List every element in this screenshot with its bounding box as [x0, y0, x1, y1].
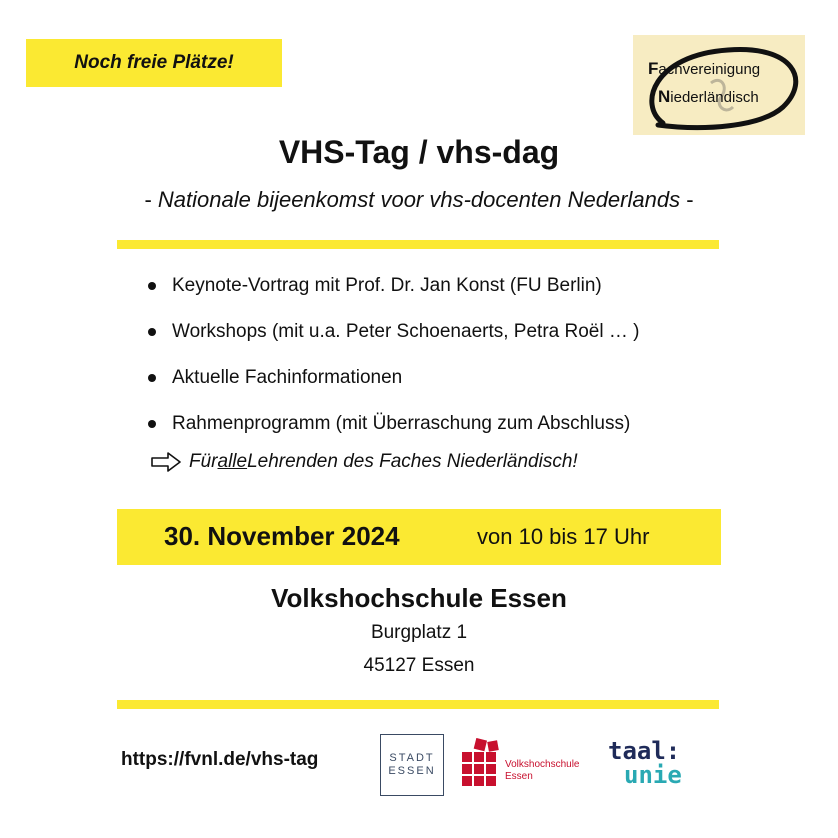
list-item: Aktuelle Fachinformationen — [148, 355, 639, 401]
page-subtitle: - Nationale bijeenkomst voor vhs-docenten Nederlands - — [144, 187, 694, 212]
date-banner — [117, 509, 721, 565]
fachvereinigung-logo — [633, 35, 805, 135]
stadt-essen-logo: STADT ESSEN — [380, 734, 444, 796]
venue-city: 45127 Essen — [363, 655, 475, 676]
audience-callout: Für alle Lehrenden des Faches Niederländisch! — [151, 451, 578, 473]
vhs-essen-logo: Volkshochschule Essen — [461, 738, 581, 790]
logo-line-1: Fachvereinigung — [648, 59, 761, 78]
free-places-badge — [26, 39, 282, 87]
bullet-icon — [148, 328, 156, 336]
event-time: von 10 bis 17 Uhr — [477, 524, 650, 549]
bullet-icon — [148, 374, 156, 382]
taalunie-logo: taal: unie — [608, 737, 682, 789]
yellow-divider-bottom — [117, 700, 719, 709]
bullet-icon — [148, 420, 156, 428]
event-date: 30. November 2024 — [164, 521, 400, 551]
list-item: Workshops (mit u.a. Peter Schoenaerts, Petra Roël … ) — [148, 309, 639, 355]
logo-swoosh-icon — [633, 35, 805, 135]
bullet-icon — [148, 282, 156, 290]
venue-street: Burgplatz 1 — [370, 622, 468, 643]
arrow-right-icon — [151, 452, 181, 472]
program-list — [148, 263, 639, 447]
list-item: Rahmenprogramm (mit Überraschung zum Abschluss) — [148, 401, 639, 447]
yellow-divider-top — [117, 240, 719, 249]
venue-name: Volkshochschule Essen — [271, 583, 567, 613]
free-places-text: Noch freie Plätze! — [74, 52, 234, 73]
list-item: Keynote-Vortrag mit Prof. Dr. Jan Konst (FU Berlin) — [148, 263, 639, 309]
vhs-blocks-icon — [461, 738, 503, 790]
logo-line-2: Niederländisch — [658, 87, 759, 106]
page-title: VHS-Tag / vhs-dag — [278, 134, 560, 170]
event-url-link[interactable]: https://fvnl.de/vhs-tag — [121, 749, 319, 770]
